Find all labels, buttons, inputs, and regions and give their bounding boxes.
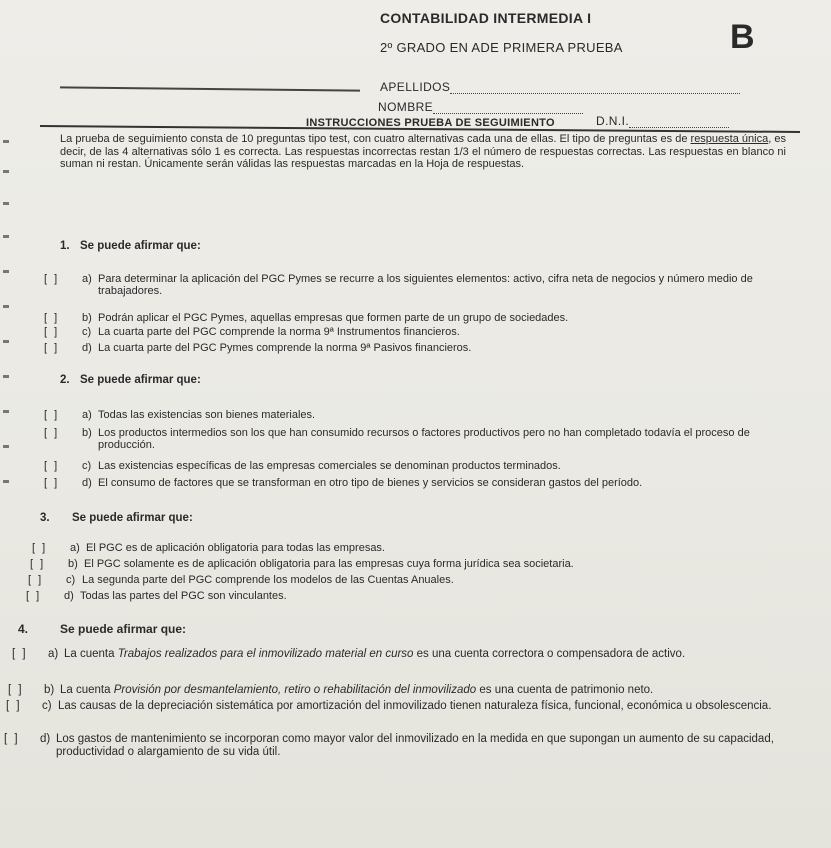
question-3-title: 3. Se puede afirmar que: <box>40 512 193 524</box>
answer-checkbox[interactable]: [ ] <box>44 273 60 285</box>
dni-field[interactable] <box>596 114 729 128</box>
answer-checkbox[interactable]: [ ] <box>12 648 28 660</box>
answer-checkbox[interactable]: [ ] <box>32 542 48 554</box>
answer-checkbox[interactable]: [ ] <box>44 427 60 439</box>
nombre-field[interactable] <box>378 100 583 114</box>
exam-subtitle: 2º GRADO EN ADE PRIMERA PRUEBA <box>380 40 623 55</box>
question-4-option-d[interactable]: [ ] d) Los gastos de mantenimiento se incorporan como mayor valor del inmovilizado en la medida en que supongan un aumento de su capacidad, productividad o alargamiento de su vida útil. <box>4 733 774 758</box>
question-4-option-b[interactable]: [ ] b) La cuenta Provisión por desmantelamiento, retiro o rehabilitación del inmovilizado es una cuenta de patrimonio neto. <box>8 684 654 696</box>
answer-checkbox[interactable]: [ ] <box>44 312 60 324</box>
question-4-title: 4. Se puede afirmar que: <box>18 622 187 636</box>
question-3-option-a[interactable]: [ ] a) El PGC es de aplicación obligatoria para todas las empresas. <box>32 542 385 554</box>
header-divider <box>60 86 360 91</box>
question-1-option-a[interactable]: [ ] a) Para determinar la aplicación del PGC Pymes se recurre a los siguientes elementos: activo, cifra neta de negocios y número medio de trabajadores. <box>44 273 753 297</box>
question-3-option-d[interactable]: [ ] d) Todas las partes del PGC son vinculantes. <box>26 590 287 602</box>
answer-checkbox[interactable]: [ ] <box>44 342 60 354</box>
question-4-option-c[interactable]: [ ] c) Las causas de la depreciación sistemática por amortización del inmovilizado tienen naturaleza física, funcional, económica u obsolescencia. <box>6 700 772 712</box>
question-1-option-d[interactable]: [ ] d) La cuarta parte del PGC Pymes comprende la norma 9ª Pasivos financieros. <box>44 342 472 354</box>
question-2-option-c[interactable]: [ ] c) Las existencias específicas de las empresas comerciales se denominan productos terminados. <box>44 460 561 472</box>
question-3-option-c[interactable]: [ ] c) La segunda parte del PGC comprende los modelos de las Cuentas Anuales. <box>28 574 454 586</box>
question-1-title: 1. Se puede afirmar que: <box>60 240 201 252</box>
exam-version-letter: B <box>730 18 755 56</box>
question-2-option-a[interactable]: [ ] a) Todas las existencias son bienes materiales. <box>44 409 316 421</box>
question-2-title: 2. Se puede afirmar que: <box>60 374 201 386</box>
question-2-option-d[interactable]: [ ] d) El consumo de factores que se transforman en otro tipo de bienes y servicios se consideran gastos del período. <box>44 477 643 489</box>
question-1-option-b[interactable]: [ ] b) Podrán aplicar el PGC Pymes, aquellas empresas que formen parte de un grupo de sociedades. <box>44 312 569 324</box>
question-3-option-b[interactable]: [ ] b) El PGC solamente es de aplicación obligatoria para las empresas cuya forma jurídica sea societaria. <box>30 558 574 570</box>
answer-checkbox[interactable]: [ ] <box>4 733 20 745</box>
answer-checkbox[interactable]: [ ] <box>44 460 60 472</box>
question-2-option-b[interactable]: [ ] b) Los productos intermedios son los que han consumido recursos o factores productivos pero no han completado todavía el proceso de producción. <box>44 427 750 451</box>
dni-label: D.N.I. <box>596 114 630 128</box>
question-1-option-c[interactable]: [ ] c) La cuarta parte del PGC comprende la norma 9ª Instrumentos financieros. <box>44 326 460 338</box>
answer-checkbox[interactable]: [ ] <box>26 590 42 602</box>
nombre-label: NOMBRE <box>378 100 434 114</box>
answer-checkbox[interactable]: [ ] <box>44 409 60 421</box>
apellidos-field[interactable] <box>380 80 740 94</box>
answer-checkbox[interactable]: [ ] <box>28 574 44 586</box>
course-title: CONTABILIDAD INTERMEDIA I <box>380 10 592 26</box>
apellidos-label: APELLIDOS <box>380 80 451 94</box>
answer-checkbox[interactable]: [ ] <box>8 684 24 696</box>
answer-checkbox[interactable]: [ ] <box>6 700 22 712</box>
question-4-option-a[interactable]: [ ] a) La cuenta Trabajos realizados para el inmovilizado material en curso es una cuenta correctora o compensadora de activo. <box>12 648 686 660</box>
answer-checkbox[interactable]: [ ] <box>44 477 60 489</box>
answer-checkbox[interactable]: [ ] <box>44 326 60 338</box>
instructions-title: INSTRUCCIONES PRUEBA DE SEGUIMIENTO <box>306 117 555 129</box>
instructions-text: La prueba de seguimiento consta de 10 preguntas tipo test, con cuatro alternativas cada una de ellas. El tipo de preguntas es de respuesta única, es decir, de las 4 alternativas sólo 1 es correcta. Las respuestas incorrectas restan 1/3 el número de respuestas correctas. Las respuestas en blanco ni suman ni restan. Únicamente serán válidas las respuestas marcadas en la Hoja de respuestas. <box>60 133 786 170</box>
binding-margin-marks <box>0 130 14 530</box>
answer-checkbox[interactable]: [ ] <box>30 558 46 570</box>
